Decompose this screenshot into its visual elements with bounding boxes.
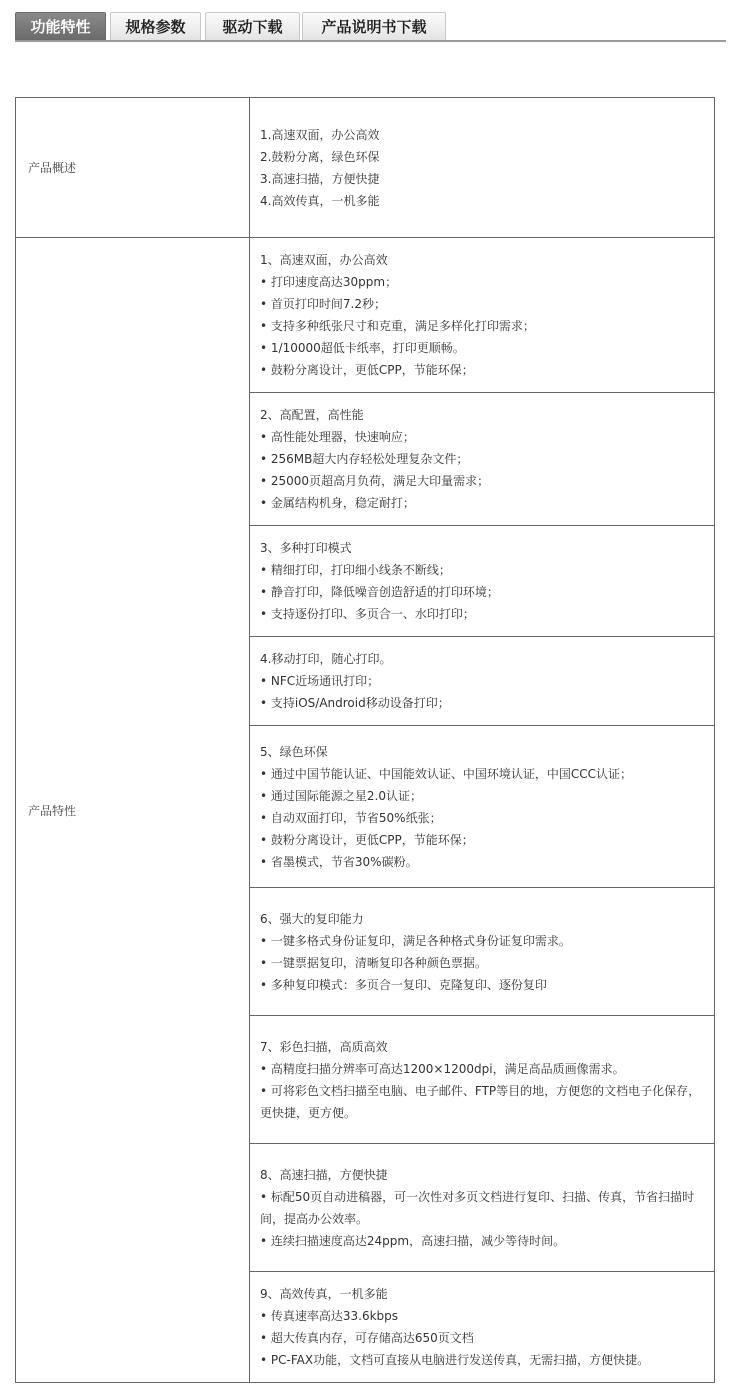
feature-item: • 高精度扫描分辨率可高达1200×1200dpi，满足高品质画像需求。 [260, 1061, 625, 1076]
feature-item: • 25000页超高月负荷，满足大印量需求； [260, 474, 490, 488]
feature-title: 8、高速扫描，方便快捷 [260, 1167, 388, 1182]
feature-block-6 [250, 888, 714, 1016]
feature-title: 6、强大的复印能力 [260, 911, 364, 926]
overview-line: 3.高速扫描，方便快捷 [260, 171, 380, 186]
feature-title: 2、高配置，高性能 [260, 408, 364, 422]
feature-title: 3、多种打印模式 [260, 541, 352, 555]
feature-item: • PC-FAX功能，文档可直接从电脑进行发送传真，无需扫描，方便快捷。 [260, 1353, 650, 1367]
feature-block-5 [250, 726, 714, 888]
feature-item: • NFC近场通讯打印； [260, 674, 380, 688]
overview-line: 1.高速双面，办公高效 [260, 127, 380, 142]
tab-specs[interactable]: 规格参数 [110, 12, 201, 40]
tab-features[interactable]: 功能特性 [15, 12, 106, 40]
feature-item: • 超大传真内存，可存储高达650页文档 [260, 1331, 474, 1345]
overview-content [250, 98, 715, 238]
feature-item: • 首页打印时间7.2秒； [260, 297, 386, 311]
feature-item: • 支持逐份打印、多页合一、水印打印； [260, 607, 475, 621]
feature-block-7 [250, 1016, 714, 1144]
features-label: 产品特性 [16, 238, 250, 1383]
feature-item: • 256MB超大内存轻松处理复杂文件； [260, 452, 469, 466]
feature-item: • 通过中国节能认证、中国能效认证、中国环境认证，中国CCC认证； [260, 766, 633, 781]
feature-item: • 静音打印，降低噪音创造舒适的打印环境； [260, 585, 499, 599]
feature-block-1 [250, 238, 714, 393]
feature-item: • 省墨模式，节省30%碳粉。 [260, 854, 418, 869]
feature-title: 1、高速双面，办公高效 [260, 253, 388, 267]
table-row-overview [16, 98, 715, 238]
feature-item: • 鼓粉分离设计，更低CPP，节能环保； [260, 363, 474, 377]
feature-item: • 连续扫描速度高达24ppm，高速扫描，减少等待时间。 [260, 1233, 566, 1248]
feature-block-9 [250, 1272, 714, 1382]
features-content [250, 238, 715, 1383]
overview-line: 2.鼓粉分离，绿色环保 [260, 149, 380, 164]
feature-item: • 精细打印，打印细小线条不断线； [260, 563, 451, 577]
feature-item: • 标配50页自动进稿器，可一次性对多页文档进行复印、扫描、传真，节省扫描时间，提高办公效率。 [260, 1189, 695, 1226]
feature-title: 5、绿色环保 [260, 744, 328, 759]
feature-item: • 支持多种纸张尺寸和克重，满足多样化打印需求； [260, 319, 535, 333]
feature-item: • 传真速率高达33.6kbps [260, 1309, 399, 1323]
overview-line: 4.高效传真，一机多能 [260, 193, 380, 208]
feature-item: • 金属结构机身，稳定耐打； [260, 496, 415, 510]
feature-item: • 可将彩色文档扫描至电脑、电子邮件、FTP等目的地，方便您的文档电子化保存，更快捷，更方便。 [260, 1083, 701, 1120]
feature-item: • 高性能处理器，快速响应； [260, 430, 415, 444]
overview-label: 产品概述 [16, 98, 250, 238]
feature-item: • 打印速度高达30ppm； [260, 275, 398, 289]
feature-item: • 支持iOS/Android移动设备打印； [260, 696, 450, 710]
feature-item: • 自动双面打印，节省50%纸张； [260, 810, 442, 825]
feature-item: • 一键多格式身份证复印，满足各种格式身份证复印需求。 [260, 933, 571, 948]
feature-item: • 鼓粉分离设计，更低CPP，节能环保； [260, 832, 474, 847]
feature-block-3 [250, 526, 714, 637]
feature-title: 9、高效传真，一机多能 [260, 1287, 388, 1301]
feature-title: 4.移动打印，随心打印。 [260, 652, 392, 666]
feature-item: • 通过国际能源之星2.0认证； [260, 788, 422, 803]
tab-manual-download[interactable]: 产品说明书下载 [302, 12, 446, 40]
feature-title: 7、彩色扫描，高质高效 [260, 1039, 388, 1054]
feature-item: • 1/10000超低卡纸率，打印更顺畅。 [260, 341, 465, 355]
feature-item: • 多种复印模式：多页合一复印、克隆复印、逐份复印 [260, 977, 547, 992]
feature-block-8 [250, 1144, 714, 1272]
feature-block-4 [250, 637, 714, 726]
tab-bar [15, 12, 726, 42]
feature-block-2 [250, 393, 714, 526]
table-row-features [16, 238, 715, 1383]
tab-drivers[interactable]: 驱动下载 [205, 12, 300, 40]
feature-table [15, 97, 715, 1383]
feature-item: • 一键票据复印，清晰复印各种颜色票据。 [260, 955, 487, 970]
